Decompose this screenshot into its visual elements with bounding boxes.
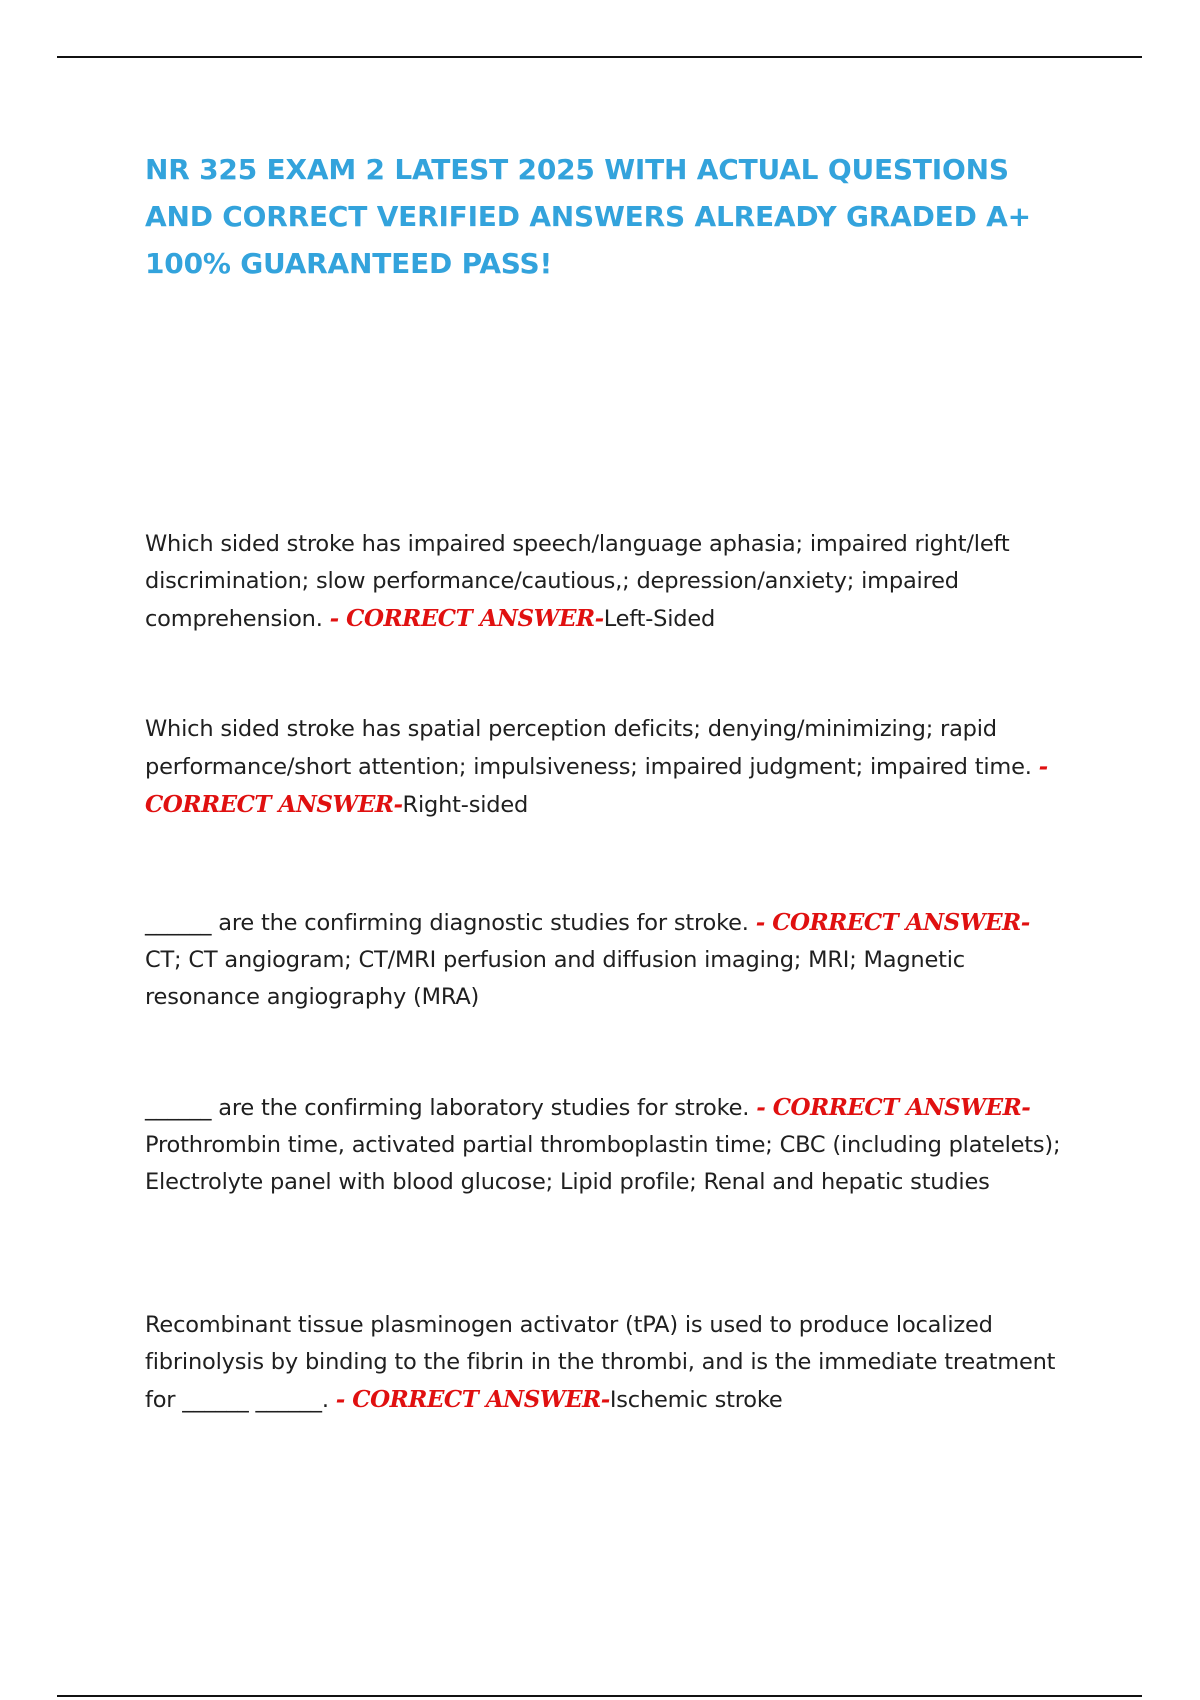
answer-text: Left-Sided: [603, 606, 716, 632]
answer-text: CT; CT angiogram; CT/MRI perfusion and diffusion imaging; MRI; Magnetic resonance angiography (MRA): [145, 947, 965, 1010]
question-text: Which sided stroke has spatial perception deficits; denying/minimizing; rapid performance/short attention; impulsiveness; impaired judgment; impaired time.: [145, 716, 1039, 780]
qa-item: [145, 711, 1065, 824]
qa-item: [145, 1089, 1065, 1201]
qa-item: [145, 1307, 1065, 1419]
qa-item: [145, 904, 1065, 1016]
question-text: ______ are the confirming diagnostic studies for stroke.: [145, 910, 756, 936]
correct-answer-tag: - CORRECT ANSWER-: [335, 1386, 610, 1413]
footer-rule: [57, 1695, 1142, 1697]
answer-text: Right-sided: [402, 792, 529, 818]
question-text: ______ are the confirming laboratory studies for stroke.: [145, 1095, 757, 1121]
correct-answer-tag: - CORRECT ANSWER-: [329, 605, 604, 632]
answer-text: Prothrombin time, activated partial thromboplastin time; CBC (including platelets); Electrolyte panel with blood glucose; Lipid profile; Renal and hepatic studies: [145, 1132, 1061, 1195]
qa-item: [145, 526, 1065, 638]
header-rule: [57, 56, 1142, 58]
correct-answer-tag: - CORRECT ANSWER-: [756, 1094, 1031, 1121]
document-title: NR 325 EXAM 2 LATEST 2025 WITH ACTUAL QUESTIONS AND CORRECT VERIFIED ANSWERS ALREADY GRADED A+ 100% GUARANTEED PASS!: [145, 153, 1031, 280]
question-text: Recombinant tissue plasminogen activator (tPA) is used to produce localized fibrinolysis by binding to the fibrin in the thrombi, and is the immediate treatment for ______ ______.: [145, 1312, 1056, 1413]
question-text: Which sided stroke has impaired speech/language aphasia; impaired right/left discrimination; slow performance/cautious,; depression/anxiety; impaired comprehension.: [145, 531, 1010, 632]
correct-answer-tag: - CORRECT ANSWER-: [145, 753, 1048, 818]
correct-answer-tag: - CORRECT ANSWER-: [755, 909, 1030, 936]
answer-text: Ischemic stroke: [609, 1387, 783, 1413]
